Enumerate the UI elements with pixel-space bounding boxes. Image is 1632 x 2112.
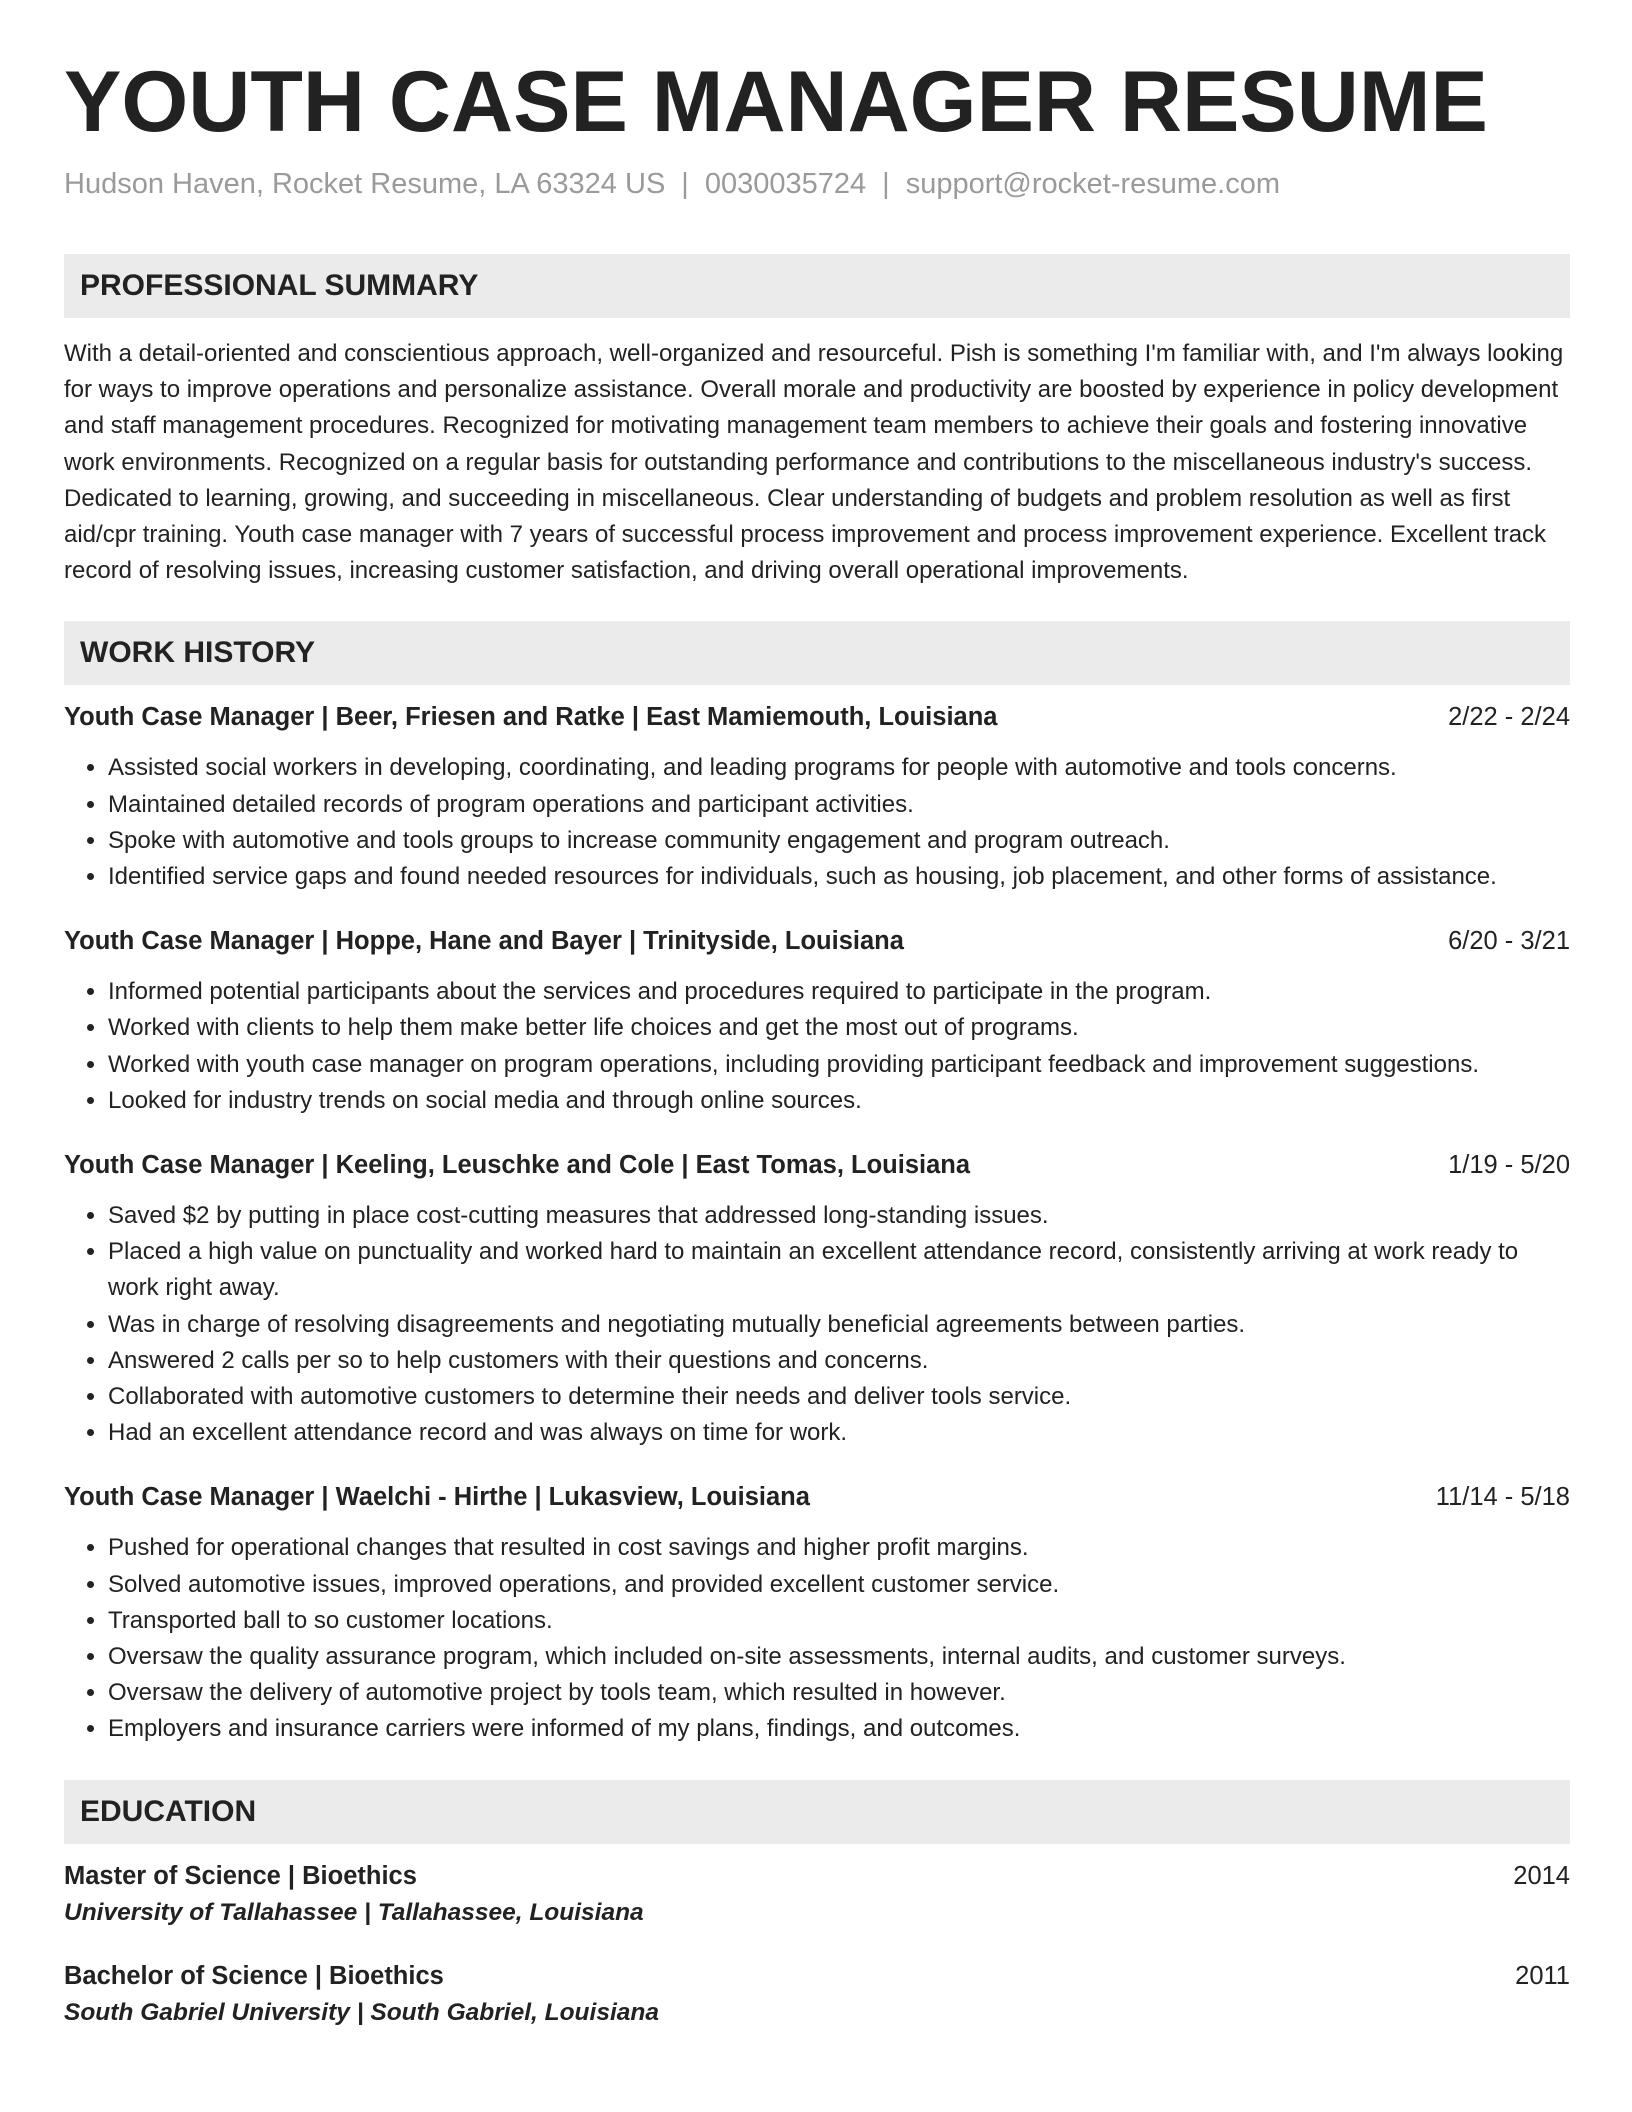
job-dates: 6/20 - 3/21 bbox=[1448, 927, 1570, 956]
job-bullets bbox=[64, 1198, 1570, 1451]
job-entry bbox=[64, 699, 1570, 895]
job-entry bbox=[64, 923, 1570, 1119]
education-degree: Bachelor of Science | Bioethics bbox=[64, 1961, 444, 1990]
job-bullet: • Worked with clients to help them make better life choices and get the most out of programs. bbox=[108, 1010, 1570, 1046]
summary-section-header: PROFESSIONAL SUMMARY bbox=[64, 254, 1570, 318]
contact-line bbox=[64, 166, 1570, 202]
job-bullet: • Answered 2 calls per so to help customers with their questions and concerns. bbox=[108, 1343, 1570, 1379]
job-bullet: • Oversaw the delivery of automotive project by tools team, which resulted in however. bbox=[108, 1675, 1570, 1711]
job-dates: 2/22 - 2/24 bbox=[1448, 703, 1570, 732]
job-bullet: • Oversaw the quality assurance program, which included on-site assessments, internal audits, and customer surveys. bbox=[108, 1639, 1570, 1675]
job-bullet: • Looked for industry trends on social media and through online sources. bbox=[108, 1083, 1570, 1119]
job-bullet: • Spoke with automotive and tools groups to increase community engagement and program outreach. bbox=[108, 823, 1570, 859]
job-bullets bbox=[64, 974, 1570, 1119]
job-bullet: • Worked with youth case manager on program operations, including providing participant feedback and improvement suggestions. bbox=[108, 1047, 1570, 1083]
job-bullet: • Transported ball to so customer locations. bbox=[108, 1603, 1570, 1639]
job-dates: 11/14 - 5/18 bbox=[1435, 1483, 1570, 1512]
job-title: Youth Case Manager | Beer, Friesen and Ratke | East Mamiemouth, Louisiana bbox=[64, 703, 998, 732]
job-header bbox=[64, 923, 1570, 959]
job-bullets bbox=[64, 750, 1570, 895]
education-entry bbox=[64, 1858, 1570, 1932]
contact-separator: | bbox=[882, 168, 890, 200]
job-header bbox=[64, 1147, 1570, 1183]
job-bullet: • Collaborated with automotive customers to determine their needs and deliver tools service. bbox=[108, 1379, 1570, 1415]
contact-address: Hudson Haven, Rocket Resume, LA 63324 US bbox=[64, 168, 666, 200]
job-header bbox=[64, 699, 1570, 735]
job-title: Youth Case Manager | Waelchi - Hirthe | Lukasview, Louisiana bbox=[64, 1483, 810, 1512]
education-school: University of Tallahassee | Tallahassee, Louisiana bbox=[64, 1898, 644, 1926]
education-year: 2014 bbox=[1513, 1861, 1570, 1890]
work-section-header: WORK HISTORY bbox=[64, 621, 1570, 685]
education-entry bbox=[64, 1958, 1570, 2032]
job-bullet: • Solved automotive issues, improved operations, and provided excellent customer service. bbox=[108, 1567, 1570, 1603]
job-bullet: • Identified service gaps and found needed resources for individuals, such as housing, job placement, and other forms of assistance. bbox=[108, 859, 1570, 895]
contact-separator: | bbox=[681, 168, 689, 200]
job-bullet: • Assisted social workers in developing, coordinating, and leading programs for people with automotive and tools concerns. bbox=[108, 750, 1570, 786]
job-bullet: • Placed a high value on punctuality and worked hard to maintain an excellent attendance record, consistently arriving at work ready to work right away. bbox=[108, 1234, 1570, 1306]
job-entry bbox=[64, 1479, 1570, 1747]
job-bullet: • Had an excellent attendance record and was always on time for work. bbox=[108, 1415, 1570, 1451]
job-bullet: • Saved $2 by putting in place cost-cutting measures that addressed long-standing issues. bbox=[108, 1198, 1570, 1234]
job-title: Youth Case Manager | Hoppe, Hane and Bayer | Trinityside, Louisiana bbox=[64, 927, 904, 956]
education-header bbox=[64, 1858, 1570, 1894]
resume-title: YOUTH CASE MANAGER RESUME bbox=[64, 54, 1488, 150]
job-bullet: • Maintained detailed records of program operations and participant activities. bbox=[108, 787, 1570, 823]
education-year: 2011 bbox=[1515, 1961, 1570, 1990]
job-dates: 1/19 - 5/20 bbox=[1448, 1151, 1570, 1180]
job-bullet: • Informed potential participants about the services and procedures required to participate in the program. bbox=[108, 974, 1570, 1010]
job-bullet: • Pushed for operational changes that resulted in cost savings and higher profit margins. bbox=[108, 1530, 1570, 1566]
summary-text: With a detail-oriented and conscientious approach, well-organized and resourceful. Pish is something I'm familiar with, and I'm always looking for ways to improve operations and personalize assistance. Overall morale and productivity are boosted by experience in policy development and staff management procedures. Recognized for motivating management team members to achieve their goals and fostering innovative work environments. Recognized on a regular basis for outstanding performance and contributions to the miscellaneous industry's success. Dedicated to learning, growing, and succeeding in miscellaneous. Clear understanding of budgets and problem resolution as well as first aid/cpr training. Youth case manager with 7 years of successful process improvement and process improvement experience. Excellent track record of resolving issues, increasing customer satisfaction, and driving overall operational improvements. bbox=[64, 340, 1564, 585]
job-bullets bbox=[64, 1530, 1570, 1747]
job-header bbox=[64, 1479, 1570, 1515]
education-header bbox=[64, 1958, 1570, 1994]
education-school: South Gabriel University | South Gabriel, Louisiana bbox=[64, 1998, 659, 2026]
contact-phone: 0030035724 bbox=[704, 168, 867, 200]
job-entry bbox=[64, 1147, 1570, 1451]
job-title: Youth Case Manager | Keeling, Leuschke and Cole | East Tomas, Louisiana bbox=[64, 1151, 971, 1180]
job-bullet: • Employers and insurance carriers were informed of my plans, findings, and outcomes. bbox=[108, 1711, 1570, 1747]
education-degree: Master of Science | Bioethics bbox=[64, 1861, 417, 1890]
contact-email: support@rocket-resume.com bbox=[905, 168, 1281, 200]
education-section-header: EDUCATION bbox=[64, 1780, 1570, 1844]
job-bullet: • Was in charge of resolving disagreements and negotiating mutually beneficial agreements between parties. bbox=[108, 1307, 1570, 1343]
